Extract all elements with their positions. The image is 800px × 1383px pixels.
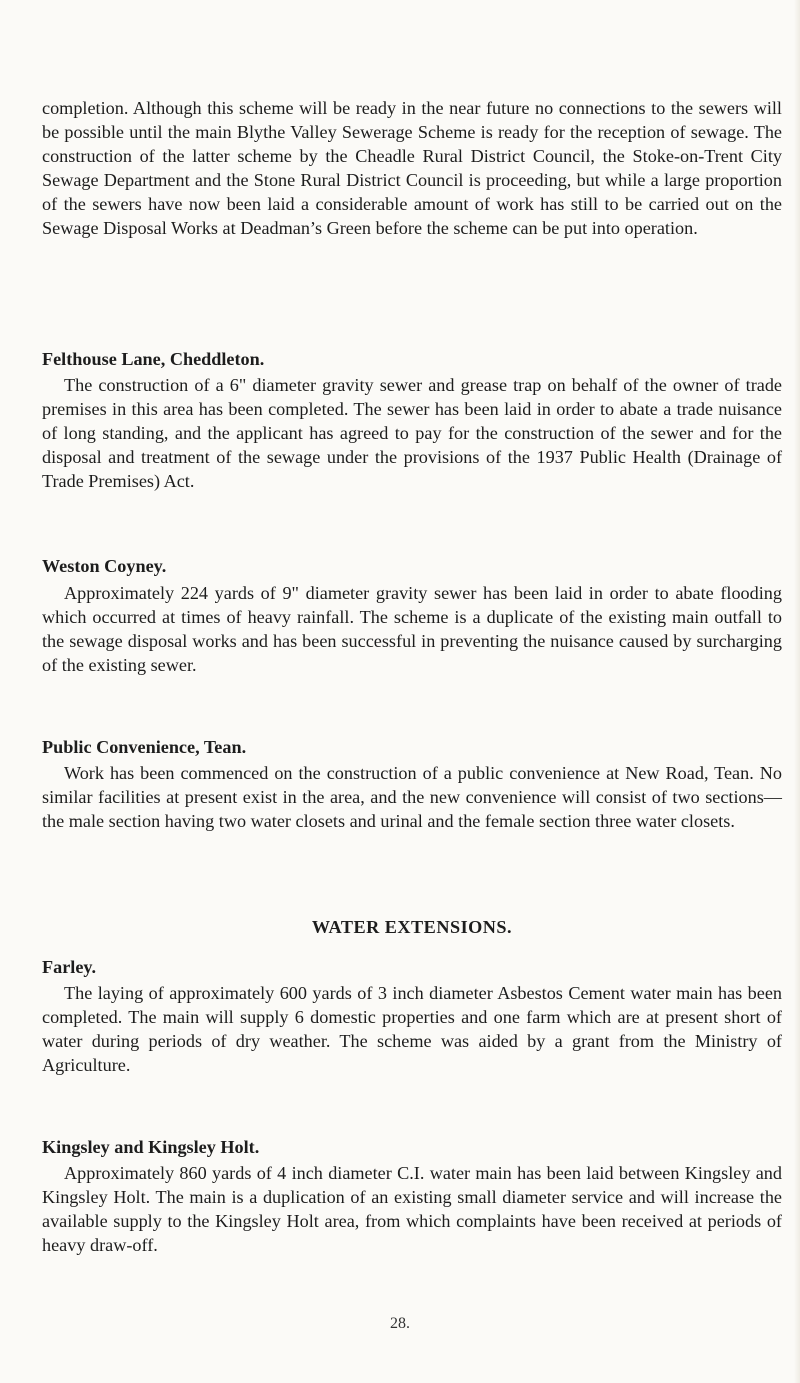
page-number: 28. xyxy=(390,1315,410,1332)
paragraph-public-convenience: Work has been commenced on the construction of a public convenience at New Road, Tean. No similar facilities at present exist in the area, and the new convenience will consist of two sections—the male section having two water closets and urinal and the female section three water closets. xyxy=(42,763,782,831)
paragraph-felthouse-lane: The construction of a 6" diameter gravity sewer and grease trap on behalf of the owner of trade premises in this area has been completed. The sewer has been laid in order to abate a trade nuisance of long standing, and the applicant has agreed to pay for the construction of the sewer and for the disposal and treatment of the sewage under the provisions of the 1937 Public Health (Drainage of Trade Premises) Act. xyxy=(42,375,782,491)
heading-weston-coyney: Weston Coyney. xyxy=(42,556,167,576)
intro-paragraph: completion. Although this scheme will be ready in the near future no connections to the sewers will be possible until the main Blythe Valley Sewerage Scheme is ready for the reception of sewage. The construction of the latter scheme by the Cheadle Rural District Council, the Stoke-on-Trent City Sewage Department and the Stone Rural District Council is proceeding, but while a large proportion of the sewers have now been laid a considerable amount of work has still to be carried out on the Sewage Disposal Works at Deadman’s Green before the scheme can be put into operation. xyxy=(42,98,782,238)
paragraph-weston-coyney: Approximately 224 yards of 9" diameter gravity sewer has been laid in order to abate flooding which occurred at times of heavy rainfall. The scheme is a duplicate of the existing main outfall to the sewage disposal works and has been successful in preventing the nuisance caused by surcharging of the existing sewer. xyxy=(42,583,782,675)
paragraph-kingsley: Approximately 860 yards of 4 inch diameter C.I. water main has been laid between Kingsley and Kingsley Holt. The main is a duplication of an existing small diameter service and will increase the available supply to the Kingsley Holt area, from which complaints have been received at periods of heavy draw-off. xyxy=(42,1163,782,1255)
heading-public-convenience: Public Convenience, Tean. xyxy=(42,737,247,757)
paragraph-farley: The laying of approximately 600 yards of 3 inch diameter Asbestos Cement water main has been completed. The main will supply 6 domestic properties and one farm which are at present short of water during periods of dry weather. The scheme was aided by a grant from the Ministry of Agriculture. xyxy=(42,983,782,1075)
page-edge-shadow xyxy=(794,0,800,1383)
heading-kingsley: Kingsley and Kingsley Holt. xyxy=(42,1137,260,1157)
water-extensions-title: WATER EXTENSIONS. xyxy=(311,917,513,937)
heading-felthouse-lane: Felthouse Lane, Cheddleton. xyxy=(42,349,265,369)
heading-farley: Farley. xyxy=(42,957,97,977)
